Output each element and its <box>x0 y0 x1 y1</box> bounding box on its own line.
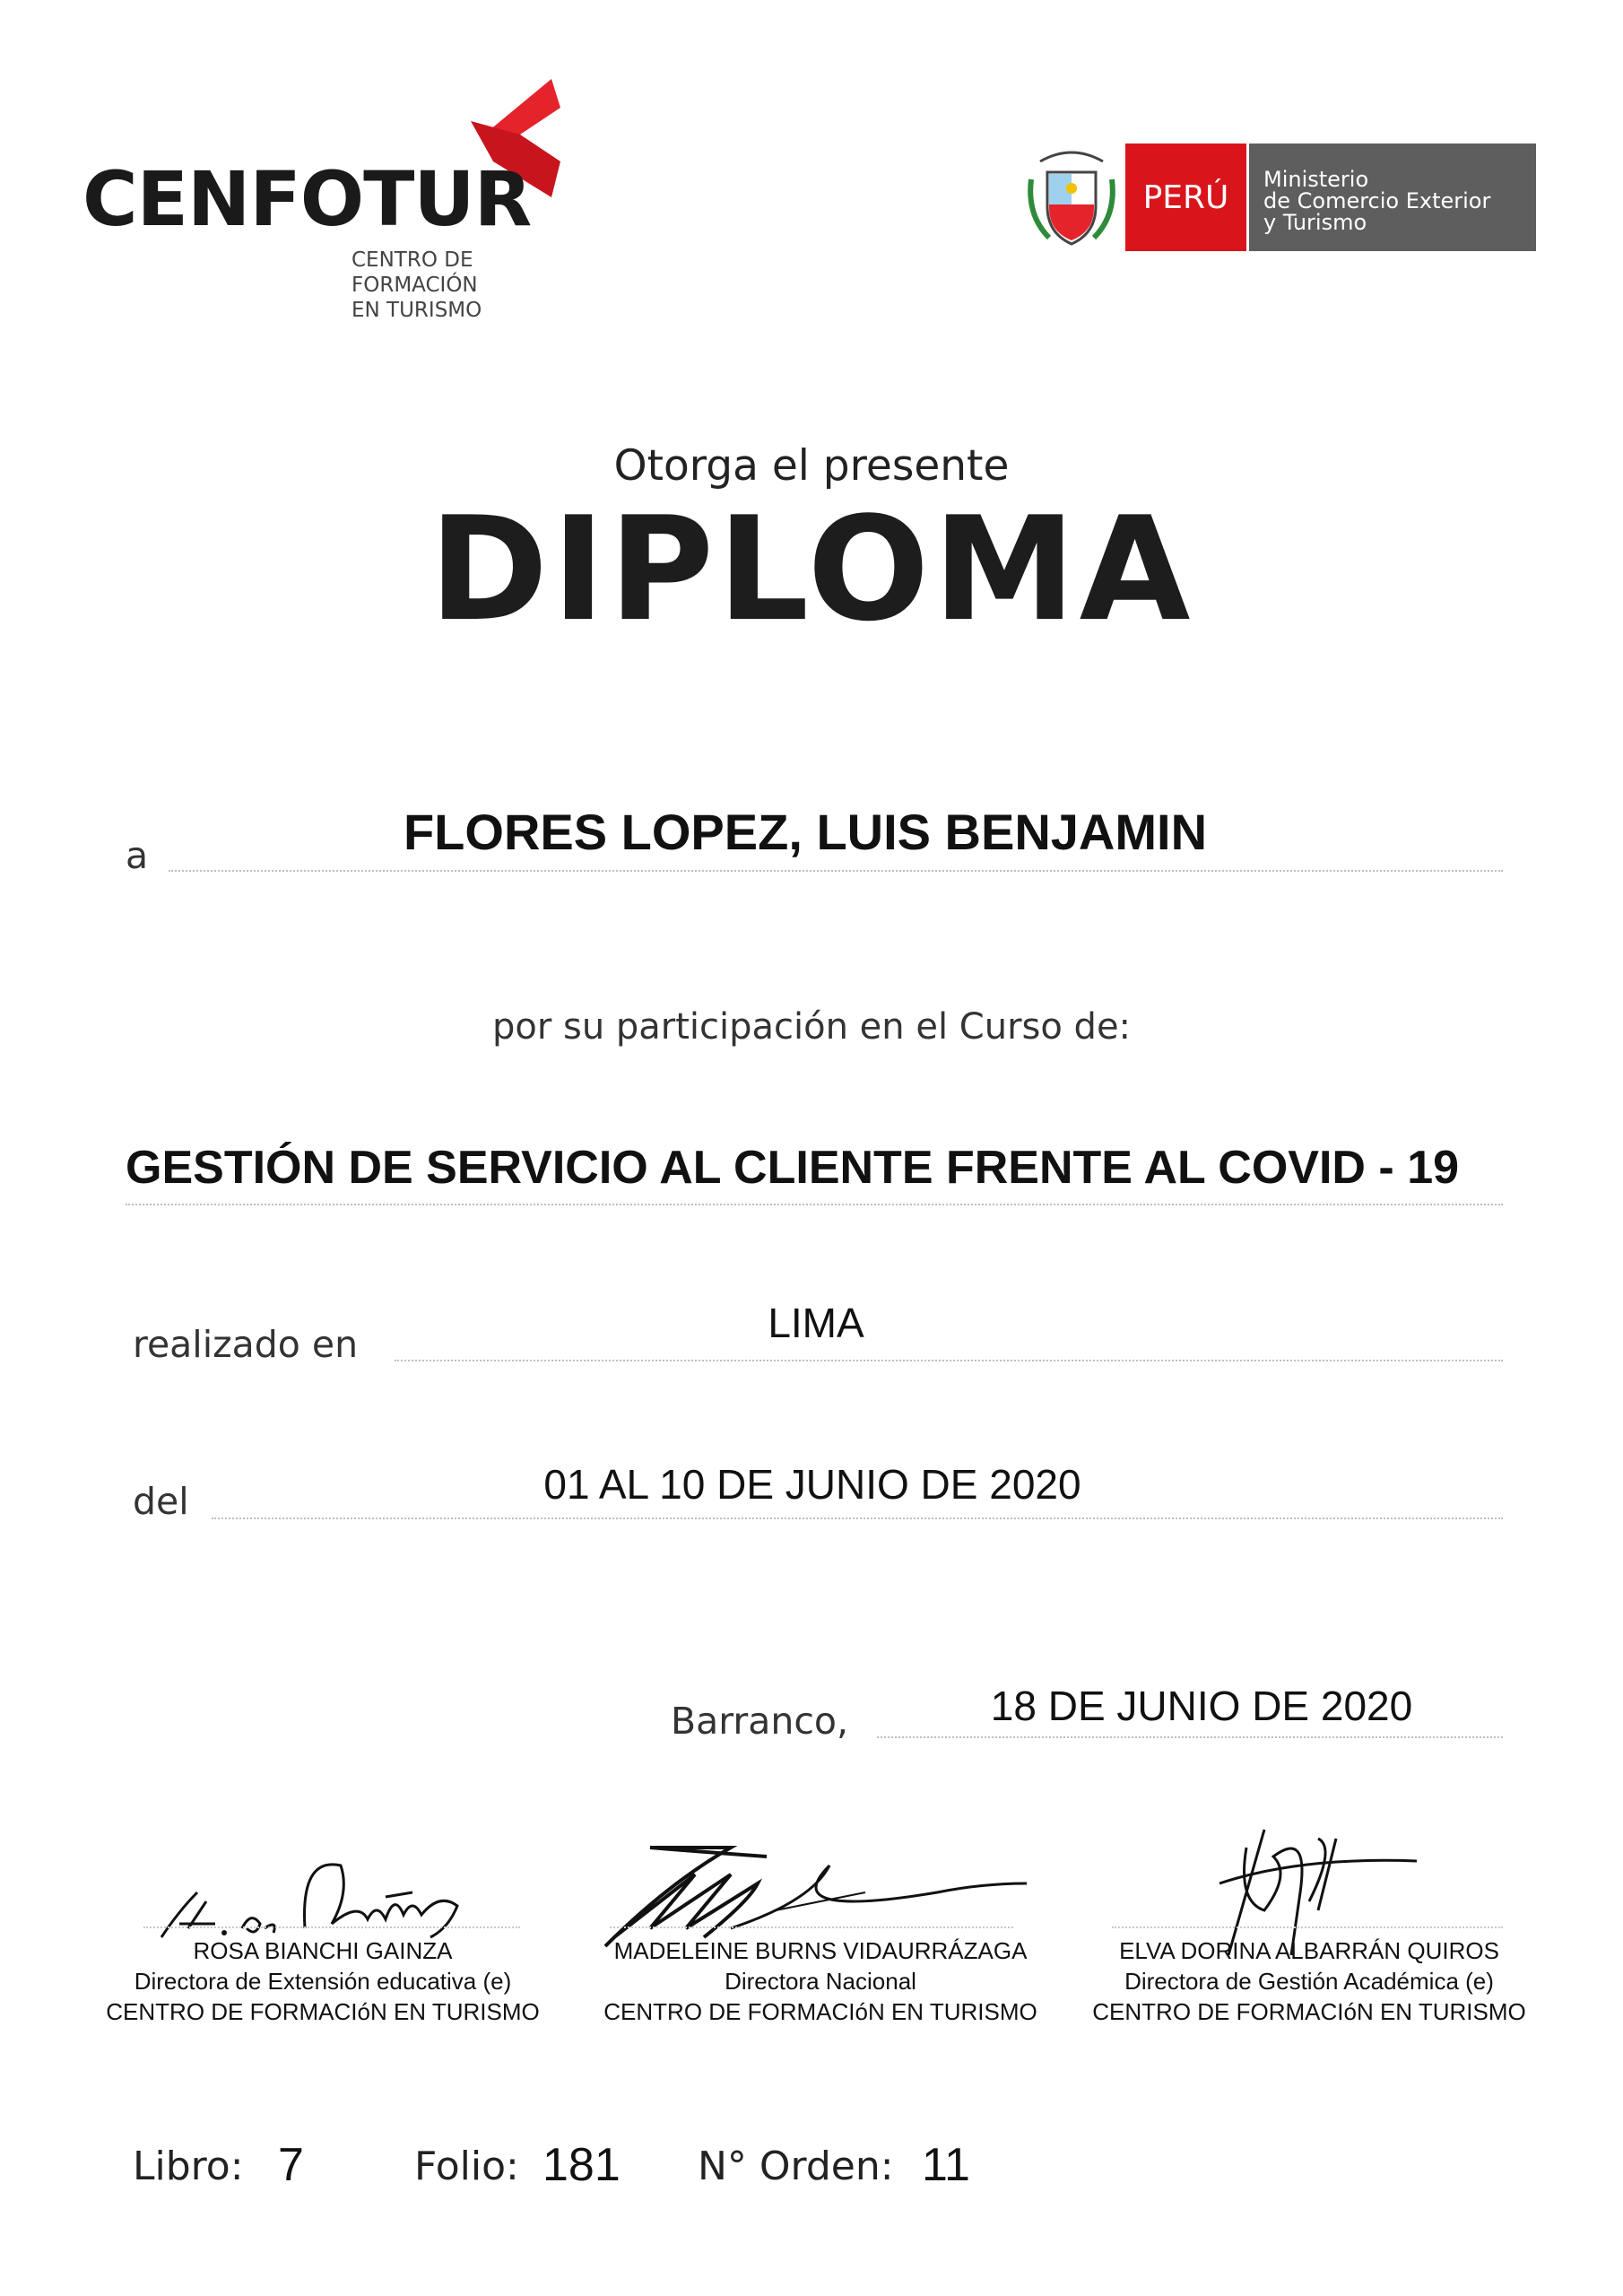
course-name: GESTIÓN DE SERVICIO AL CLIENTE FRENTE AL COVID - 19 <box>126 1142 1460 1194</box>
orden-value: 11 <box>922 2139 970 2191</box>
signer-name: ROSA BIANCHI GAINZA <box>193 1937 453 1964</box>
signature-block-3 <box>1067 1935 1551 2027</box>
signer-org: CENTRO DE FORMACIóN EN TURISMO <box>106 1998 540 2025</box>
signer-name: MADELEINE BURNS VIDAURRÁZAGA <box>613 1937 1028 1964</box>
dates-line <box>212 1518 1503 1519</box>
signer-org: CENTRO DE FORMACIóN EN TURISMO <box>1092 1998 1526 2025</box>
signature-2-line <box>610 1926 1013 1928</box>
signature-3-line <box>1112 1926 1503 1928</box>
intro-text: Otorga el presente <box>613 441 1010 491</box>
peru-coat-of-arms-icon <box>1022 144 1121 251</box>
signer-name: ELVA DORINA ALBARRÁN QUIROS <box>1119 1937 1499 1964</box>
folio-label: Folio: <box>414 2144 519 2189</box>
folio-value: 181 <box>542 2139 621 2191</box>
cenfotur-wordmark: CENFOTUR <box>82 155 532 243</box>
recipient-name: FLORES LOPEZ, LUIS BENJAMIN <box>403 804 1208 860</box>
location-label: realizado en <box>133 1323 359 1366</box>
orden-label: N° Orden: <box>698 2144 894 2189</box>
dates-value: 01 AL 10 DE JUNIO DE 2020 <box>543 1461 1081 1508</box>
issue-line <box>877 1736 1503 1738</box>
recipient-label: a <box>126 834 149 877</box>
signer-role: Directora Nacional <box>725 1968 916 1995</box>
signature-block-1 <box>85 1935 560 2027</box>
location-line <box>395 1360 1503 1361</box>
signer-role: Directora de Gestión Académica (e) <box>1124 1968 1494 1995</box>
signer-role: Directora de Extensión educativa (e) <box>134 1968 512 1995</box>
dates-label: del <box>133 1480 189 1523</box>
signer-org: CENTRO DE FORMACIóN EN TURISMO <box>603 1998 1037 2025</box>
cenfotur-subtitle: CENTRO DE FORMACIÓN EN TURISMO <box>352 248 482 322</box>
cenfotur-logo <box>0 0 628 341</box>
location-value: LIMA <box>768 1300 864 1346</box>
peru-brand-box: PERÚ <box>1125 144 1246 251</box>
ministry-brand-box: Ministerio de Comercio Exterior y Turismo <box>1249 144 1536 251</box>
diploma-title: DIPLOMA <box>429 485 1194 653</box>
signature-block-2 <box>583 1935 1058 2027</box>
signature-1-line <box>143 1926 520 1928</box>
course-line <box>126 1204 1503 1205</box>
libro-label: Libro: <box>133 2144 244 2189</box>
libro-value: 7 <box>278 2139 304 2191</box>
issue-place: Barranco, <box>671 1700 849 1743</box>
recipient-line <box>169 870 1503 872</box>
course-intro: por su participación en el Curso de: <box>491 1006 1132 1048</box>
issue-date: 18 DE JUNIO DE 2020 <box>990 1683 1413 1729</box>
